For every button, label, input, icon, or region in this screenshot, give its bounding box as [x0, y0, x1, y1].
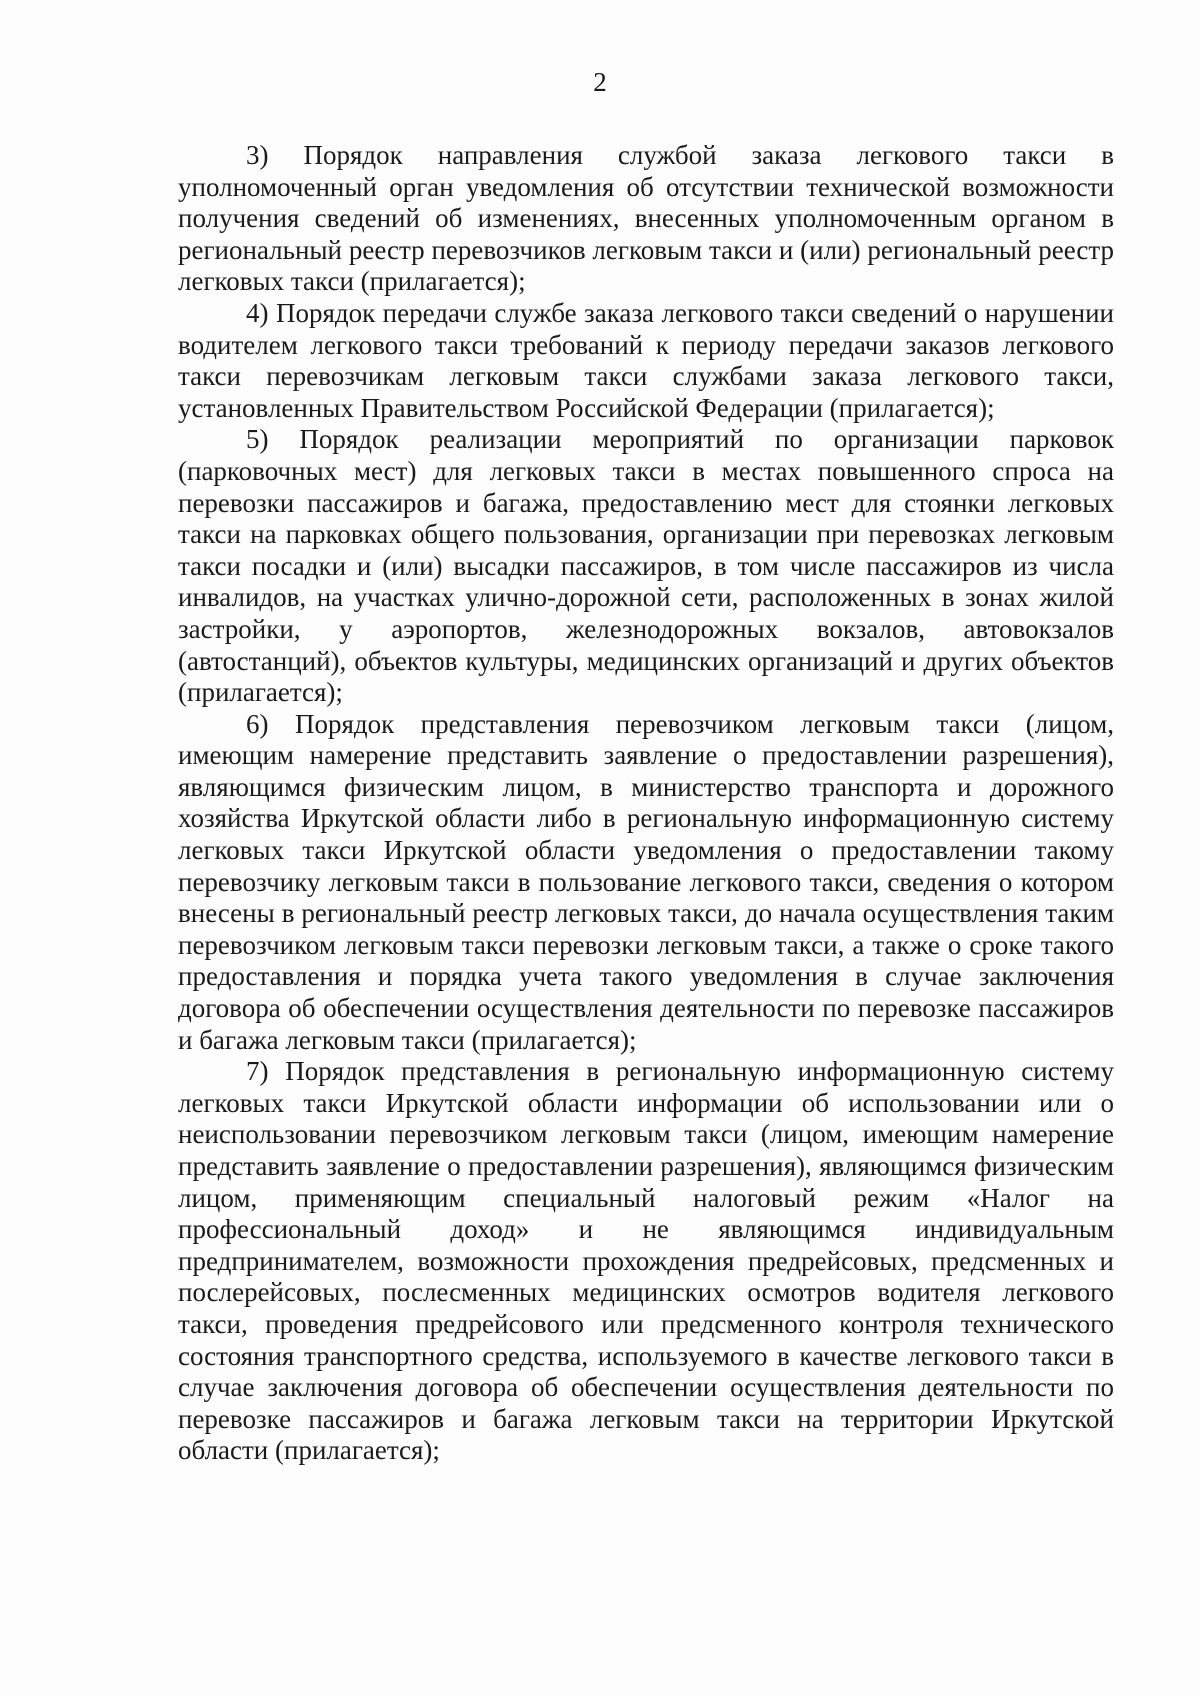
document-body	[178, 140, 1114, 1467]
paragraph-item-7: 7) Порядок представления в региональную информационную систему легковых такси Иркутской области информации об использовании или о неиспользовании перевозчиком легковым такси (лицом, имеющим намерение представить заявление о предоставлении разрешения), являющимся физическим лицом, применяющим специальный налоговый режим «Налог на профессиональный доход» и не являющимся индивидуальным предпринимателем, возможности прохождения предрейсовых, предсменных и послерейсовых, послесменных медицинских осмотров водителя легкового такси, проведения предрейсового или предсменного контроля технического состояния транспортного средства, используемого в качестве легкового такси в случае заключения договора об обеспечении осуществления деятельности по перевозке пассажиров и багажа легковым такси на территории Иркутской области (прилагается);	[178, 1056, 1114, 1466]
page-number: 2	[593, 67, 607, 97]
paragraph-item-3: 3) Порядок направления службой заказа легкового такси в уполномоченный орган уведомления об отсутствии технической возможности получения сведений об изменениях, внесенных уполномоченным органом в региональный реестр перевозчиков легковым такси и (или) региональный реестр легковых такси (прилагается);	[178, 140, 1114, 297]
paragraph-item-5: 5) Порядок реализации мероприятий по организации парковок (парковочных мест) для легковых такси в местах повышенного спроса на перевозки пассажиров и багажа, предоставлению мест для стоянки легковых такси на парковках общего пользования, организации при перевозках легковым такси посадки и (или) высадки пассажиров, в том числе пассажиров из числа инвалидов, на участках улично-дорожной сети, расположенных в зонах жилой застройки, у аэропортов, железнодорожных вокзалов, автовокзалов (автостанций), объектов культуры, медицинских организаций и других объектов (прилагается);	[178, 424, 1114, 708]
paragraph-item-6: 6) Порядок представления перевозчиком легковым такси (лицом, имеющим намерение представить заявление о предоставлении разрешения), являющимся физическим лицом, в министерство транспорта и дорожного хозяйства Иркутской области либо в региональную информационную систему легковых такси Иркутской области уведомления о предоставлении такому перевозчику легковым такси в пользование легкового такси, сведения о котором внесены в региональный реестр легковых такси, до начала осуществления таким перевозчиком легковым такси перевозки легковым такси, а также о сроке такого предоставления и порядка учета такого уведомления в случае заключения договора об обеспечении осуществления деятельности по перевозке пассажиров и багажа легковым такси (прилагается);	[178, 708, 1114, 1055]
paragraph-item-4: 4) Порядок передачи службе заказа легкового такси сведений о нарушении водителем легкового такси требований к периоду передачи заказов легкового такси перевозчикам легковым такси службами заказа легкового такси, установленных Правительством Российской Федерации (прилагается);	[178, 297, 1114, 423]
